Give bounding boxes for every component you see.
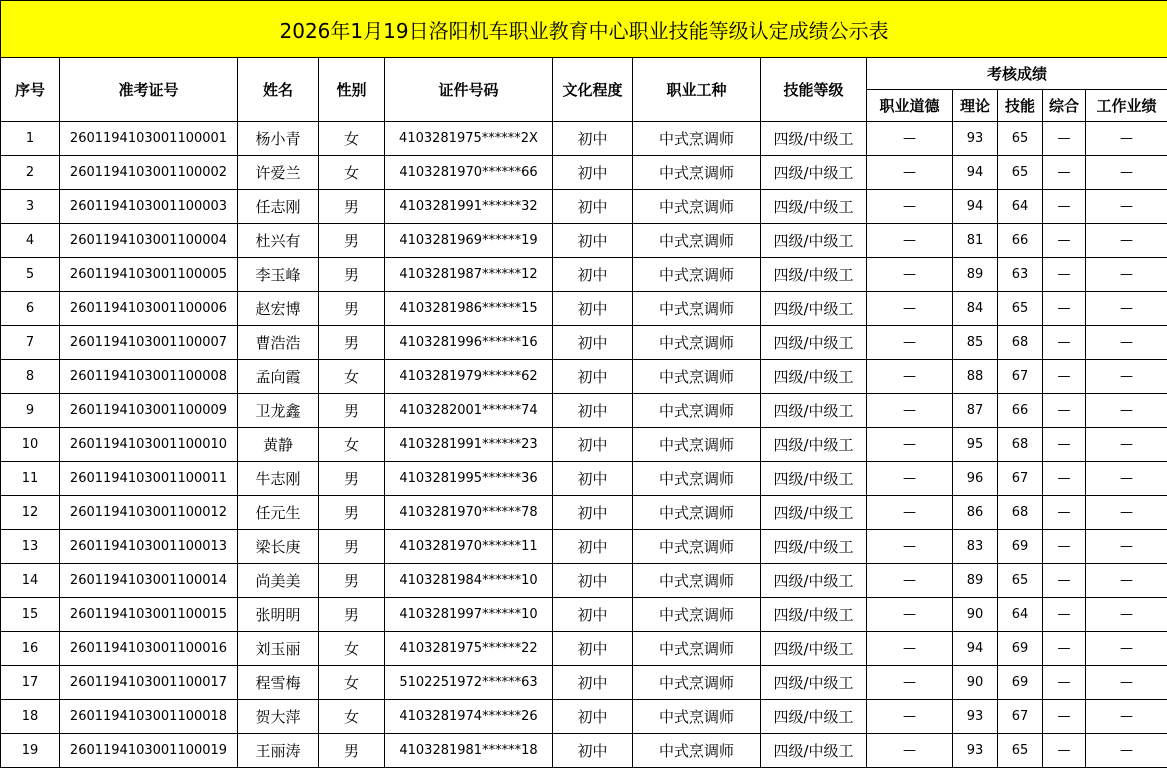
cell-occupation: 中式烹调师 [633,666,761,700]
cell-theory: 94 [953,156,998,190]
cell-exam-id: 2601194103001100013 [60,530,238,564]
cell-overall: — [1043,700,1086,734]
header-seq: 序号 [1,58,60,122]
cell-performance: — [1086,190,1167,224]
cell-gender: 女 [319,700,385,734]
cell-ethics: — [867,326,953,360]
cell-id-no: 4103281981******18 [385,734,553,768]
cell-skill: 67 [998,462,1043,496]
cell-education: 初中 [553,666,633,700]
table-row [1,122,1167,156]
cell-seq: 7 [1,326,60,360]
cell-gender: 女 [319,360,385,394]
cell-performance: — [1086,564,1167,598]
cell-gender: 男 [319,462,385,496]
cell-occupation: 中式烹调师 [633,632,761,666]
cell-overall: — [1043,190,1086,224]
cell-id-no: 4103281984******10 [385,564,553,598]
header-scores: 考核成绩 [867,58,1167,90]
cell-ethics: — [867,156,953,190]
cell-name: 卫龙鑫 [238,394,319,428]
cell-name: 李玉峰 [238,258,319,292]
cell-name: 贺大萍 [238,700,319,734]
cell-theory: 94 [953,632,998,666]
cell-education: 初中 [553,598,633,632]
cell-occupation: 中式烹调师 [633,156,761,190]
cell-skill-level: 四级/中级工 [761,394,867,428]
cell-gender: 男 [319,564,385,598]
cell-ethics: — [867,530,953,564]
cell-seq: 19 [1,734,60,768]
cell-theory: 84 [953,292,998,326]
cell-exam-id: 2601194103001100011 [60,462,238,496]
cell-performance: — [1086,326,1167,360]
cell-skill: 68 [998,496,1043,530]
cell-name: 张明明 [238,598,319,632]
header-exam-id: 准考证号 [60,58,238,122]
cell-skill-level: 四级/中级工 [761,292,867,326]
cell-ethics: — [867,122,953,156]
cell-id-no: 5102251972******63 [385,666,553,700]
cell-ethics: — [867,632,953,666]
cell-education: 初中 [553,462,633,496]
cell-ethics: — [867,292,953,326]
cell-theory: 90 [953,666,998,700]
table-row [1,190,1167,224]
cell-occupation: 中式烹调师 [633,292,761,326]
cell-seq: 4 [1,224,60,258]
table-row [1,734,1167,768]
cell-seq: 6 [1,292,60,326]
cell-exam-id: 2601194103001100012 [60,496,238,530]
cell-skill: 65 [998,292,1043,326]
header-overall: 综合 [1043,90,1086,122]
cell-name: 王丽涛 [238,734,319,768]
cell-overall: — [1043,394,1086,428]
cell-occupation: 中式烹调师 [633,700,761,734]
cell-skill: 68 [998,326,1043,360]
table-row [1,496,1167,530]
cell-skill-level: 四级/中级工 [761,462,867,496]
cell-theory: 89 [953,564,998,598]
cell-theory: 88 [953,360,998,394]
cell-seq: 8 [1,360,60,394]
cell-seq: 12 [1,496,60,530]
cell-ethics: — [867,496,953,530]
cell-gender: 男 [319,496,385,530]
cell-performance: — [1086,122,1167,156]
cell-gender: 男 [319,394,385,428]
cell-id-no: 4103281974******26 [385,700,553,734]
table-body [1,122,1167,768]
table-row [1,632,1167,666]
cell-skill-level: 四级/中级工 [761,156,867,190]
cell-education: 初中 [553,530,633,564]
table-row [1,666,1167,700]
cell-skill: 66 [998,224,1043,258]
cell-occupation: 中式烹调师 [633,496,761,530]
cell-education: 初中 [553,122,633,156]
cell-ethics: — [867,564,953,598]
cell-occupation: 中式烹调师 [633,564,761,598]
table-row [1,564,1167,598]
cell-gender: 男 [319,190,385,224]
cell-ethics: — [867,190,953,224]
cell-name: 任志刚 [238,190,319,224]
cell-skill-level: 四级/中级工 [761,258,867,292]
cell-id-no: 4103281970******78 [385,496,553,530]
header-skill: 技能 [998,90,1043,122]
cell-id-no: 4103281969******19 [385,224,553,258]
cell-id-no: 4103281970******66 [385,156,553,190]
table-row [1,394,1167,428]
cell-overall: — [1043,632,1086,666]
cell-performance: — [1086,258,1167,292]
cell-skill-level: 四级/中级工 [761,122,867,156]
cell-name: 尚美美 [238,564,319,598]
cell-skill: 69 [998,632,1043,666]
cell-occupation: 中式烹调师 [633,734,761,768]
cell-performance: — [1086,700,1167,734]
cell-id-no: 4103281987******12 [385,258,553,292]
cell-education: 初中 [553,258,633,292]
cell-id-no: 4103281975******22 [385,632,553,666]
table-row [1,156,1167,190]
table-row [1,258,1167,292]
cell-overall: — [1043,496,1086,530]
cell-gender: 男 [319,224,385,258]
cell-overall: — [1043,598,1086,632]
table-row [1,292,1167,326]
table-row [1,428,1167,462]
cell-theory: 95 [953,428,998,462]
cell-occupation: 中式烹调师 [633,428,761,462]
cell-theory: 89 [953,258,998,292]
cell-seq: 18 [1,700,60,734]
cell-overall: — [1043,224,1086,258]
cell-id-no: 4103282001******74 [385,394,553,428]
cell-seq: 13 [1,530,60,564]
header-id-no: 证件号码 [385,58,553,122]
cell-gender: 男 [319,530,385,564]
cell-gender: 男 [319,292,385,326]
table-row [1,700,1167,734]
cell-skill-level: 四级/中级工 [761,428,867,462]
cell-seq: 11 [1,462,60,496]
cell-occupation: 中式烹调师 [633,326,761,360]
cell-name: 许爱兰 [238,156,319,190]
cell-performance: — [1086,224,1167,258]
cell-performance: — [1086,734,1167,768]
cell-occupation: 中式烹调师 [633,190,761,224]
cell-skill-level: 四级/中级工 [761,326,867,360]
cell-seq: 15 [1,598,60,632]
cell-ethics: — [867,428,953,462]
cell-skill-level: 四级/中级工 [761,190,867,224]
cell-education: 初中 [553,156,633,190]
cell-exam-id: 2601194103001100005 [60,258,238,292]
cell-skill: 64 [998,598,1043,632]
cell-id-no: 4103281979******62 [385,360,553,394]
cell-occupation: 中式烹调师 [633,122,761,156]
cell-performance: — [1086,292,1167,326]
cell-exam-id: 2601194103001100019 [60,734,238,768]
cell-gender: 女 [319,428,385,462]
cell-theory: 93 [953,700,998,734]
cell-education: 初中 [553,394,633,428]
table-row [1,462,1167,496]
cell-skill: 65 [998,564,1043,598]
cell-ethics: — [867,734,953,768]
cell-performance: — [1086,530,1167,564]
cell-name: 梁长庚 [238,530,319,564]
header-ethics: 职业道德 [867,90,953,122]
cell-exam-id: 2601194103001100008 [60,360,238,394]
table-row [1,224,1167,258]
cell-exam-id: 2601194103001100007 [60,326,238,360]
cell-name: 赵宏博 [238,292,319,326]
cell-theory: 90 [953,598,998,632]
cell-skill: 67 [998,700,1043,734]
header-skill-level: 技能等级 [761,58,867,122]
cell-name: 程雪梅 [238,666,319,700]
cell-skill-level: 四级/中级工 [761,734,867,768]
cell-gender: 女 [319,632,385,666]
cell-education: 初中 [553,564,633,598]
cell-id-no: 4103281997******10 [385,598,553,632]
cell-education: 初中 [553,700,633,734]
cell-skill-level: 四级/中级工 [761,564,867,598]
cell-exam-id: 2601194103001100002 [60,156,238,190]
cell-skill-level: 四级/中级工 [761,598,867,632]
cell-seq: 3 [1,190,60,224]
cell-exam-id: 2601194103001100014 [60,564,238,598]
cell-skill: 67 [998,360,1043,394]
cell-exam-id: 2601194103001100006 [60,292,238,326]
cell-performance: — [1086,428,1167,462]
cell-skill-level: 四级/中级工 [761,700,867,734]
cell-occupation: 中式烹调师 [633,462,761,496]
cell-theory: 87 [953,394,998,428]
cell-seq: 10 [1,428,60,462]
cell-gender: 男 [319,326,385,360]
cell-skill-level: 四级/中级工 [761,496,867,530]
cell-exam-id: 2601194103001100015 [60,598,238,632]
cell-gender: 男 [319,598,385,632]
cell-occupation: 中式烹调师 [633,598,761,632]
cell-seq: 5 [1,258,60,292]
cell-id-no: 4103281991******23 [385,428,553,462]
cell-exam-id: 2601194103001100016 [60,632,238,666]
cell-ethics: — [867,360,953,394]
cell-skill: 69 [998,666,1043,700]
cell-seq: 17 [1,666,60,700]
cell-exam-id: 2601194103001100004 [60,224,238,258]
cell-ethics: — [867,258,953,292]
cell-gender: 男 [319,734,385,768]
cell-theory: 86 [953,496,998,530]
cell-exam-id: 2601194103001100003 [60,190,238,224]
cell-overall: — [1043,258,1086,292]
cell-education: 初中 [553,632,633,666]
cell-exam-id: 2601194103001100001 [60,122,238,156]
cell-name: 杨小青 [238,122,319,156]
cell-ethics: — [867,700,953,734]
cell-skill-level: 四级/中级工 [761,360,867,394]
cell-seq: 1 [1,122,60,156]
header-name: 姓名 [238,58,319,122]
cell-theory: 81 [953,224,998,258]
cell-seq: 16 [1,632,60,666]
cell-education: 初中 [553,292,633,326]
cell-theory: 85 [953,326,998,360]
cell-id-no: 4103281970******11 [385,530,553,564]
page-title: 2026年1月19日洛阳机车职业教育中心职业技能等级认定成绩公示表 [1,1,1167,58]
cell-occupation: 中式烹调师 [633,258,761,292]
cell-id-no: 4103281995******36 [385,462,553,496]
table-row [1,360,1167,394]
cell-theory: 96 [953,462,998,496]
cell-occupation: 中式烹调师 [633,530,761,564]
cell-performance: — [1086,598,1167,632]
cell-ethics: — [867,394,953,428]
cell-theory: 83 [953,530,998,564]
cell-id-no: 4103281991******32 [385,190,553,224]
cell-occupation: 中式烹调师 [633,224,761,258]
cell-name: 孟向霞 [238,360,319,394]
cell-ethics: — [867,598,953,632]
cell-overall: — [1043,666,1086,700]
cell-name: 曹浩浩 [238,326,319,360]
cell-performance: — [1086,360,1167,394]
cell-overall: — [1043,530,1086,564]
cell-overall: — [1043,292,1086,326]
cell-education: 初中 [553,190,633,224]
table-row [1,530,1167,564]
cell-education: 初中 [553,428,633,462]
cell-overall: — [1043,360,1086,394]
cell-id-no: 4103281986******15 [385,292,553,326]
cell-exam-id: 2601194103001100009 [60,394,238,428]
cell-ethics: — [867,462,953,496]
cell-education: 初中 [553,360,633,394]
cell-overall: — [1043,122,1086,156]
cell-overall: — [1043,428,1086,462]
cell-performance: — [1086,632,1167,666]
cell-overall: — [1043,326,1086,360]
cell-gender: 女 [319,156,385,190]
header-theory: 理论 [953,90,998,122]
header-performance: 工作业绩 [1086,90,1167,122]
cell-name: 牛志刚 [238,462,319,496]
cell-name: 黄静 [238,428,319,462]
cell-performance: — [1086,462,1167,496]
cell-overall: — [1043,734,1086,768]
cell-skill: 66 [998,394,1043,428]
cell-performance: — [1086,666,1167,700]
cell-overall: — [1043,156,1086,190]
cell-seq: 9 [1,394,60,428]
cell-name: 刘玉丽 [238,632,319,666]
cell-education: 初中 [553,734,633,768]
cell-occupation: 中式烹调师 [633,394,761,428]
cell-skill-level: 四级/中级工 [761,530,867,564]
cell-education: 初中 [553,496,633,530]
header-occupation: 职业工种 [633,58,761,122]
cell-skill: 65 [998,734,1043,768]
cell-gender: 女 [319,666,385,700]
table-row [1,598,1167,632]
cell-skill: 65 [998,122,1043,156]
cell-education: 初中 [553,224,633,258]
cell-id-no: 4103281975******2X [385,122,553,156]
cell-theory: 93 [953,122,998,156]
cell-seq: 14 [1,564,60,598]
cell-education: 初中 [553,326,633,360]
cell-exam-id: 2601194103001100018 [60,700,238,734]
cell-theory: 93 [953,734,998,768]
cell-name: 任元生 [238,496,319,530]
cell-skill: 64 [998,190,1043,224]
cell-performance: — [1086,496,1167,530]
header-education: 文化程度 [553,58,633,122]
cell-performance: — [1086,156,1167,190]
cell-gender: 男 [319,258,385,292]
cell-ethics: — [867,666,953,700]
cell-overall: — [1043,462,1086,496]
cell-gender: 女 [319,122,385,156]
cell-occupation: 中式烹调师 [633,360,761,394]
table-row [1,326,1167,360]
cell-theory: 94 [953,190,998,224]
cell-seq: 2 [1,156,60,190]
cell-id-no: 4103281996******16 [385,326,553,360]
cell-name: 杜兴有 [238,224,319,258]
cell-overall: — [1043,564,1086,598]
cell-performance: — [1086,394,1167,428]
cell-skill-level: 四级/中级工 [761,666,867,700]
cell-skill: 63 [998,258,1043,292]
cell-exam-id: 2601194103001100017 [60,666,238,700]
cell-skill: 65 [998,156,1043,190]
header-gender: 性别 [319,58,385,122]
cell-exam-id: 2601194103001100010 [60,428,238,462]
cell-skill: 69 [998,530,1043,564]
cell-ethics: — [867,224,953,258]
cell-skill: 68 [998,428,1043,462]
cell-skill-level: 四级/中级工 [761,224,867,258]
cell-skill-level: 四级/中级工 [761,632,867,666]
